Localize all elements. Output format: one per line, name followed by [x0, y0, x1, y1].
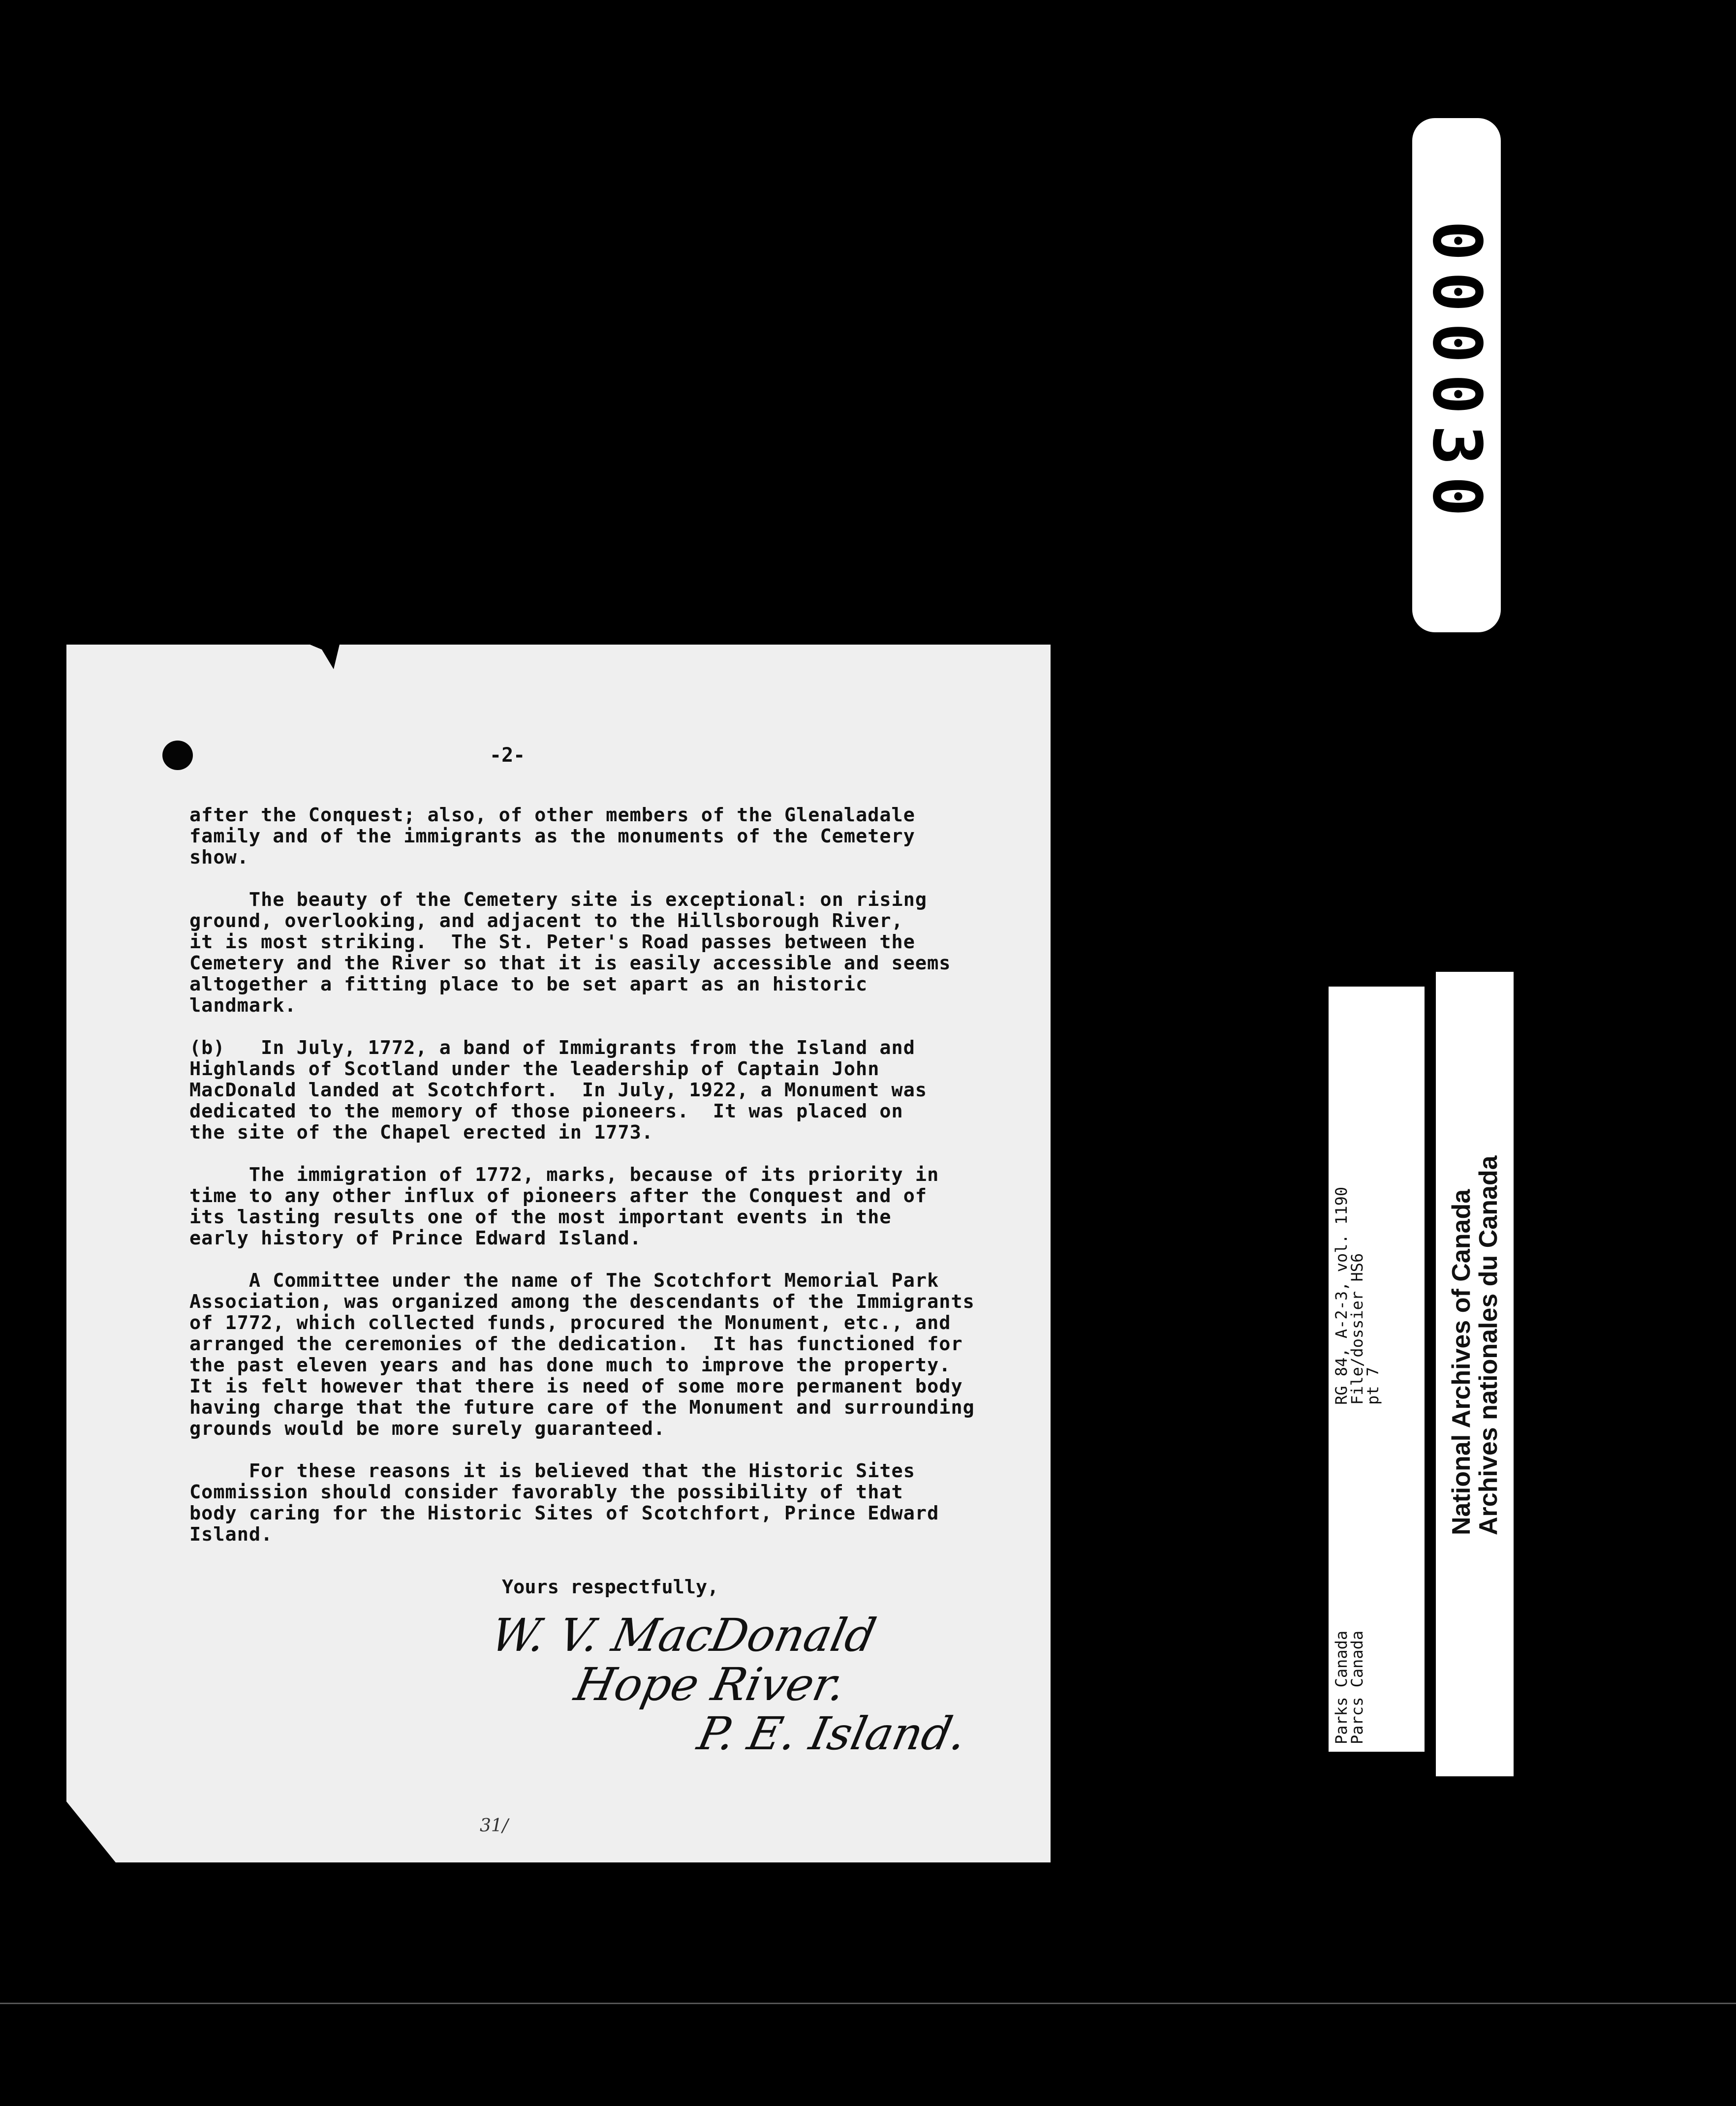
text-line: of 1772, which collected funds, procured the Monument, etc., and	[189, 1312, 951, 1334]
text-line: grounds would be more surely guaranteed.	[189, 1418, 666, 1440]
credit-parks-canada: Parks Canada	[1332, 1630, 1351, 1744]
text-line: (b) In July, 1772, a band of Immigrants from the Island and	[189, 1037, 915, 1059]
archives-name-en: National Archives of Canada	[1447, 1189, 1476, 1535]
reference-line-2: File/dossier HS6	[1348, 1253, 1366, 1405]
text-line: time to any other influx of pioneers after the Conquest and of	[189, 1185, 928, 1207]
text-line: Commission should consider favorably the possibility of that	[189, 1481, 903, 1503]
reference-line-1: RG 84, A-2-3, vol. 1190	[1332, 1186, 1351, 1405]
text-line: Highlands of Scotland under the leadership of Captain John	[189, 1058, 880, 1080]
text-line: early history of Prince Edward Island.	[189, 1227, 642, 1249]
text-line: the past eleven years and has done much to improve the property.	[189, 1354, 951, 1376]
reference-label	[1329, 987, 1425, 1752]
text-line: It is felt however that there is need of some more permanent body	[189, 1375, 963, 1397]
handwritten-signature	[486, 1609, 1009, 1760]
signature-place: Hope River.	[570, 1658, 850, 1711]
page-number: -2-	[490, 744, 526, 767]
paragraph	[189, 1460, 1026, 1545]
archives-name-fr: Archives nationales du Canada	[1474, 1155, 1503, 1535]
text-line: altogether a fitting place to be set apart as an historic	[189, 973, 868, 995]
text-line: For these reasons it is believed that the Historic Sites	[189, 1460, 915, 1482]
signature-name: W. V. MacDonald	[486, 1609, 881, 1662]
paragraph	[189, 889, 1026, 1016]
punch-hole	[162, 741, 193, 770]
archives-label	[1436, 972, 1514, 1776]
paragraph	[189, 1164, 1026, 1249]
text-line: Island.	[189, 1523, 273, 1546]
text-line: body caring for the Historic Sites of Scotchfort, Prince Edward	[189, 1502, 939, 1524]
text-line: landmark.	[189, 994, 297, 1017]
text-line: The immigration of 1772, marks, because of its priority in	[189, 1164, 939, 1186]
text-line: The beauty of the Cemetery site is exceptional: on rising	[189, 889, 928, 911]
closing: Yours respectfully,	[502, 1576, 719, 1598]
text-line: Cemetery and the River so that it is easily accessible and seems	[189, 952, 951, 974]
divider-line	[0, 2003, 1736, 2004]
text-line: arranged the ceremonies of the dedication. It has functioned for	[189, 1333, 963, 1355]
text-line: its lasting results one of the most important events in the	[189, 1206, 892, 1228]
text-line: having charge that the future care of the Monument and surrounding	[189, 1396, 975, 1419]
paragraph	[189, 1270, 1026, 1439]
reference-line-3: pt 7	[1364, 1366, 1382, 1405]
text-line: the site of the Chapel erected in 1773.	[189, 1121, 653, 1144]
paragraph	[189, 805, 1026, 868]
text-line: it is most striking. The St. Peter's Road passes between the	[189, 931, 915, 953]
letter-body	[189, 805, 1026, 1566]
text-line: family and of the immigrants as the monuments of the Cemetery	[189, 825, 915, 847]
text-line: after the Conquest; also, of other members of the Glenaladale	[189, 804, 915, 826]
frame-number: 000030	[1418, 220, 1495, 527]
text-line: dedicated to the memory of those pioneers. It was placed on	[189, 1100, 903, 1122]
frame-number-label	[1412, 118, 1501, 632]
text-line: ground, overlooking, and adjacent to the Hillsborough River,	[189, 910, 903, 932]
text-line: show.	[189, 846, 249, 868]
credit-parcs-canada: Parcs Canada	[1348, 1630, 1366, 1744]
text-line: A Committee under the name of The Scotchfort Memorial Park	[189, 1270, 939, 1292]
handwritten-annotation: 31/	[480, 1816, 508, 1836]
text-line: MacDonald landed at Scotchfort. In July, 1922, a Monument was	[189, 1079, 928, 1101]
signature-province: P. E. Island.	[693, 1707, 971, 1760]
paragraph	[189, 1037, 1026, 1143]
text-line: Association, was organized among the descendants of the Immigrants	[189, 1291, 975, 1313]
